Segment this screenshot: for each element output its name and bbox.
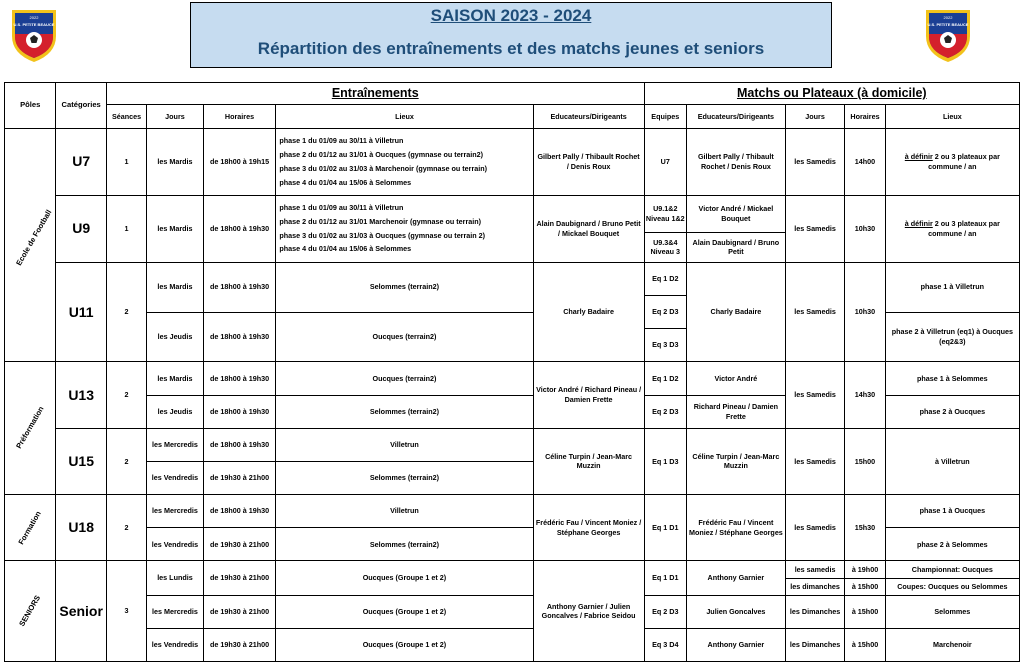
header-lieux: Lieux xyxy=(276,105,533,129)
u18-seances: 2 xyxy=(106,495,146,561)
category-u15: U15 xyxy=(56,428,106,494)
u13-match-lieux-2: phase 2 à Oucques xyxy=(885,395,1019,428)
svg-text:2022: 2022 xyxy=(943,15,953,20)
senior-match-horaires-2: à 15h00 xyxy=(845,595,885,628)
u15-match-lieux: à Villetrun xyxy=(885,428,1019,494)
u18-educateurs: Frédéric Fau / Vincent Moniez / Stéphane Georges xyxy=(533,495,644,561)
u11-match-lieux-1: phase 1 à Villetrun xyxy=(885,262,1019,312)
u15-lieux-2: Selommes (terrain2) xyxy=(276,461,533,494)
senior-lieux-3: Oucques (Groupe 1 et 2) xyxy=(276,628,533,661)
u15-seances: 2 xyxy=(106,428,146,494)
senior-equipe-3: Eq 3 D4 xyxy=(644,628,686,661)
senior-match-jours-2: les Dimanches xyxy=(785,595,845,628)
u11-equipe-2: Eq 2 D3 xyxy=(645,296,686,329)
table-row-senior-a xyxy=(5,561,1020,595)
u7-seances: 1 xyxy=(106,129,146,195)
u7-match-horaires: 14h00 xyxy=(845,129,885,195)
senior-match-horaires-3: à 15h00 xyxy=(845,628,885,661)
u18-match-horaires: 15h30 xyxy=(845,495,885,561)
u7-lieu-phase-4: phase 4 du 01/04 au 15/06 à Selommes xyxy=(279,177,412,187)
u13-educateurs: Victor André / Richard Pineau / Damien Frette xyxy=(533,362,644,428)
category-u13: U13 xyxy=(56,362,106,428)
pole-preformation: Préformation xyxy=(5,362,56,495)
u7-match-educateurs: Gilbert Pally / Thibault Rochet / Denis Roux xyxy=(686,129,785,195)
u15-lieux-1: Villetrun xyxy=(276,428,533,461)
u11-horaires-2: de 18h00 à 19h30 xyxy=(203,312,276,362)
senior-jours-1: les Lundis xyxy=(147,561,203,595)
u7-match-jours: les Samedis xyxy=(785,129,845,195)
u18-horaires-2: de 19h30 à 21h00 xyxy=(203,528,276,561)
u9-lieu-phase-2: phase 2 du 01/12 au 31/01 Marchenoir (gymnase ou terrain) xyxy=(279,217,482,227)
table-row-u13-a xyxy=(5,362,1020,395)
u15-match-educateurs: Céline Turpin / Jean-Marc Muzzin xyxy=(686,428,785,494)
category-u18: U18 xyxy=(56,495,106,561)
u18-lieux-2: Selommes (terrain2) xyxy=(276,528,533,561)
category-u7: U7 xyxy=(56,129,106,195)
season-title: SAISON 2023 - 2024 xyxy=(430,6,592,25)
u15-match-jours: les Samedis xyxy=(785,428,845,494)
u15-jours-2: les Vendredis xyxy=(147,461,203,494)
u9-lieu-phase-1: phase 1 du 01/09 au 30/11 à Villetrun xyxy=(279,203,404,213)
u15-match-horaires: 15h00 xyxy=(845,428,885,494)
u13-equipe-1: Eq 1 D2 xyxy=(644,362,686,395)
u18-equipe: Eq 1 D1 xyxy=(644,495,686,561)
category-senior: Senior xyxy=(56,561,106,662)
u7-lieu-phase-1: phase 1 du 01/09 au 30/11 à Villetrun xyxy=(279,136,404,146)
category-u9: U9 xyxy=(56,195,106,262)
table-row-senior-c xyxy=(5,628,1020,661)
u15-horaires-1: de 18h00 à 19h30 xyxy=(203,428,276,461)
page-subtitle: Répartition des entraînements et des matchs jeunes et seniors xyxy=(257,39,765,58)
u9-jours: les Mardis xyxy=(147,195,203,262)
senior-equipe-2: Eq 2 D3 xyxy=(644,595,686,628)
u9-equipes xyxy=(644,195,686,262)
pole-seniors: SENIORS xyxy=(5,561,56,662)
senior-match-lieux-2: Selommes xyxy=(885,595,1019,628)
u7-horaires: de 18h00 à 19h15 xyxy=(203,129,276,195)
header-match-horaires: Horaires xyxy=(845,105,885,129)
u7-lieu-phase-2: phase 2 du 01/12 au 31/01 à Oucques (gymnase ou terrain2) xyxy=(279,150,484,160)
header-match-lieux: Lieux xyxy=(885,105,1019,129)
u9-lieu-phase-4: phase 4 du 01/04 au 15/06 à Selommes xyxy=(279,244,412,254)
u13-horaires-1: de 18h00 à 19h30 xyxy=(203,362,276,395)
u9-lieux xyxy=(276,195,533,262)
table-header-row-2 xyxy=(5,105,1020,129)
u9-match-horaires: 10h30 xyxy=(845,195,885,262)
u11-seances: 2 xyxy=(106,262,146,362)
u9-match-educ-1: Victor André / Mickael Bouquet xyxy=(687,196,785,233)
u11-match-horaires: 10h30 xyxy=(845,262,885,362)
u18-match-jours: les Samedis xyxy=(785,495,845,561)
senior-match-horaires-1a: à 19h00 xyxy=(845,562,884,579)
svg-text:U.S. PETITE BEAUCE: U.S. PETITE BEAUCE xyxy=(927,22,969,27)
header-horaires: Horaires xyxy=(203,105,276,129)
header-seances: Séances xyxy=(106,105,146,129)
schedule-table xyxy=(4,82,1020,662)
u11-match-jours: les Samedis xyxy=(785,262,845,362)
u11-lieux-1: Selommes (terrain2) xyxy=(276,262,533,312)
u11-match-lieux-2: phase 2 à Villetrun (eq1) à Oucques (eq2&3) xyxy=(885,312,1019,362)
header-equipes: Equipes xyxy=(644,105,686,129)
pole-ecole-de-football: Ecole de Football xyxy=(5,129,56,362)
u18-match-lieux-2: phase 2 à Selommes xyxy=(885,528,1019,561)
u9-equipe-1: U9.1&2 Niveau 1&2 xyxy=(645,196,686,233)
page-header xyxy=(0,0,1024,68)
u13-lieux-1: Oucques (terrain2) xyxy=(276,362,533,395)
header-match-educateurs: Educateurs/Dirigeants xyxy=(686,105,785,129)
senior-match-jours-1a: les samedis xyxy=(786,562,845,579)
header-jours: Jours xyxy=(147,105,203,129)
table-row-u7 xyxy=(5,129,1020,195)
senior-match-jours-1 xyxy=(785,561,845,595)
u18-match-educateurs: Frédéric Fau / Vincent Moniez / Stéphane Georges xyxy=(686,495,785,561)
u15-jours-1: les Mercredis xyxy=(147,428,203,461)
u13-match-educ-1: Victor André xyxy=(686,362,785,395)
svg-text:2022: 2022 xyxy=(29,15,39,20)
senior-match-lieux-1a: Championnat: Oucques xyxy=(886,562,1019,579)
u9-match-educateurs xyxy=(686,195,785,262)
u11-match-educateurs: Charly Badaire xyxy=(686,262,785,362)
pole-formation: Formation xyxy=(5,495,56,561)
u11-equipes xyxy=(644,262,686,362)
senior-match-jours-3: les Dimanches xyxy=(785,628,845,661)
u11-horaires-1: de 18h00 à 19h30 xyxy=(203,262,276,312)
senior-match-horaires-1 xyxy=(845,561,885,595)
u9-horaires: de 18h00 à 19h30 xyxy=(203,195,276,262)
u13-match-lieux-1: phase 1 à Selommes xyxy=(885,362,1019,395)
u18-lieux-1: Villetrun xyxy=(276,495,533,528)
u18-jours-1: les Mercredis xyxy=(147,495,203,528)
club-logo-right xyxy=(922,6,974,64)
senior-match-educ-3: Anthony Garnier xyxy=(686,628,785,661)
u11-equipe-3: Eq 3 D3 xyxy=(652,340,679,350)
senior-jours-3: les Vendredis xyxy=(147,628,203,661)
u15-horaires-2: de 19h30 à 21h00 xyxy=(203,461,276,494)
u15-educateurs: Céline Turpin / Jean-Marc Muzzin xyxy=(533,428,644,494)
senior-horaires-1: de 19h30 à 21h00 xyxy=(203,561,276,595)
senior-match-lieux-1 xyxy=(885,561,1019,595)
header-poles: Pôles xyxy=(5,83,56,129)
u13-horaires-2: de 18h00 à 19h30 xyxy=(203,395,276,428)
header-categories: Catégories xyxy=(56,83,106,129)
u9-seances: 1 xyxy=(106,195,146,262)
senior-lieux-1: Oucques (Groupe 1 et 2) xyxy=(276,561,533,595)
u13-match-educ-2: Richard Pineau / Damien Frette xyxy=(686,395,785,428)
senior-horaires-2: de 19h30 à 21h00 xyxy=(203,595,276,628)
u9-lieu-phase-3: phase 3 du 01/02 au 31/03 à Oucques (gymnase ou terrain 2) xyxy=(279,230,486,240)
table-row-u9 xyxy=(5,195,1020,262)
u11-educateurs: Charly Badaire xyxy=(533,262,644,362)
u13-jours-2: les Jeudis xyxy=(147,395,203,428)
title-box xyxy=(190,2,832,68)
u13-seances: 2 xyxy=(106,362,146,428)
u9-equipe-2: U9.3&4 Niveau 3 xyxy=(650,237,681,257)
u9-match-educ-2: Alain Daubignard / Bruno Petit xyxy=(692,237,780,257)
u7-lieux xyxy=(276,129,533,195)
u9-educateurs: Alain Daubignard / Bruno Petit / Mickael Bouquet xyxy=(533,195,644,262)
club-logo-left xyxy=(8,6,60,64)
table-row-senior-b xyxy=(5,595,1020,628)
senior-equipe-1: Eq 1 D1 xyxy=(644,561,686,595)
senior-match-jours-1b: les dimanches xyxy=(790,581,840,591)
u18-match-lieux-1: phase 1 à Oucques xyxy=(885,495,1019,528)
category-u11: U11 xyxy=(56,262,106,362)
senior-educateurs: Anthony Garnier / Julien Goncalves / Fabrice Seidou xyxy=(533,561,644,662)
u13-lieux-2: Selommes (terrain2) xyxy=(276,395,533,428)
table-row-u18-a xyxy=(5,495,1020,528)
u7-equipe: U7 xyxy=(644,129,686,195)
senior-seances: 3 xyxy=(106,561,146,662)
u7-educateurs: Gilbert Pally / Thibault Rochet / Denis Roux xyxy=(533,129,644,195)
u11-jours-2: les Jeudis xyxy=(147,312,203,362)
senior-horaires-3: de 19h30 à 21h00 xyxy=(203,628,276,661)
u7-match-lieux: à définir 2 ou 3 plateaux par commune / an xyxy=(885,129,1019,195)
senior-match-lieux-3: Marchenoir xyxy=(885,628,1019,661)
senior-match-horaires-1b: à 15h00 xyxy=(851,581,879,591)
u13-match-horaires: 14h30 xyxy=(845,362,885,428)
u11-equipe-1: Eq 1 D2 xyxy=(645,263,686,296)
u7-jours: les Mardis xyxy=(147,129,203,195)
header-match-jours: Jours xyxy=(785,105,845,129)
u13-jours-1: les Mardis xyxy=(147,362,203,395)
u11-jours-1: les Mardis xyxy=(147,262,203,312)
u18-horaires-1: de 18h00 à 19h30 xyxy=(203,495,276,528)
svg-text:U.S. PETITE BEAUCE: U.S. PETITE BEAUCE xyxy=(13,22,55,27)
u11-lieux-2: Oucques (terrain2) xyxy=(276,312,533,362)
u13-match-jours: les Samedis xyxy=(785,362,845,428)
u18-jours-2: les Vendredis xyxy=(147,528,203,561)
u15-equipe: Eq 1 D3 xyxy=(644,428,686,494)
header-educateurs: Educateurs/Dirigeants xyxy=(533,105,644,129)
senior-lieux-2: Oucques (Groupe 1 et 2) xyxy=(276,595,533,628)
header-entrainements: Entraînements xyxy=(106,83,644,105)
u7-lieu-phase-3: phase 3 du 01/02 au 31/03 à Marchenoir (gymnase ou terrain) xyxy=(279,163,488,173)
u9-match-lieux: à définir 2 ou 3 plateaux par commune / an xyxy=(885,195,1019,262)
senior-match-educ-2: Julien Goncalves xyxy=(686,595,785,628)
senior-jours-2: les Mercredis xyxy=(147,595,203,628)
senior-match-educ-1: Anthony Garnier xyxy=(686,561,785,595)
table-header-row-1 xyxy=(5,83,1020,105)
senior-match-lieux-1b: Coupes: Oucques ou Selommes xyxy=(897,581,1008,591)
table-row-u11-a xyxy=(5,262,1020,312)
u13-equipe-2: Eq 2 D3 xyxy=(644,395,686,428)
header-matchs: Matchs ou Plateaux (à domicile) xyxy=(644,83,1019,105)
table-row-u15-a xyxy=(5,428,1020,461)
u9-match-jours: les Samedis xyxy=(785,195,845,262)
